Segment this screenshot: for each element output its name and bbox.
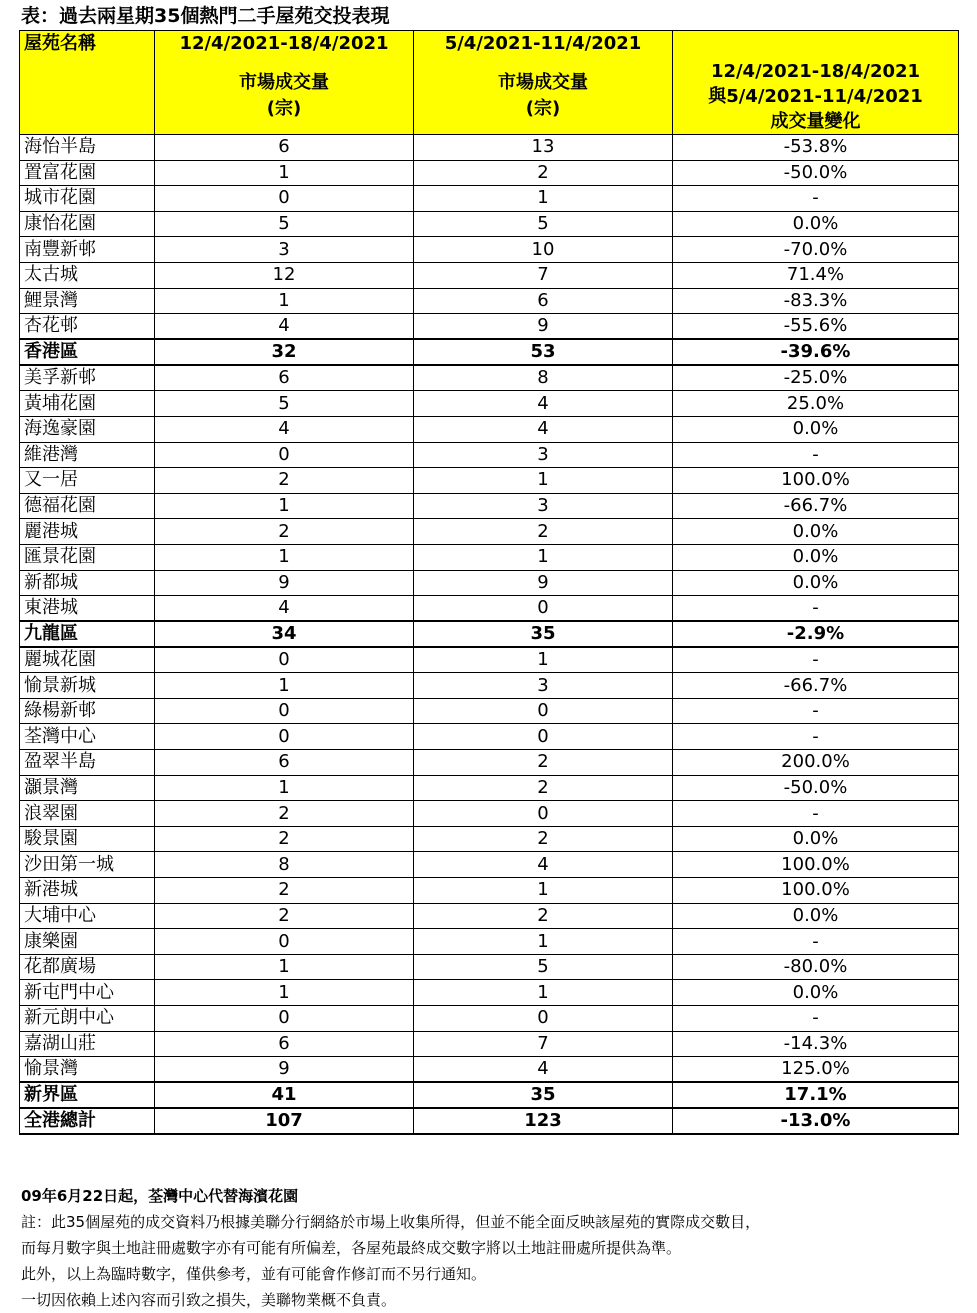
header-change-line3: 成交量變化 bbox=[770, 111, 861, 132]
period-1-volume-cell: 1 bbox=[155, 160, 414, 186]
note-line-4: 一切因依賴上述內容而引致之損失，美聯物業概不負責。 bbox=[21, 1291, 397, 1309]
estate-name-cell: 綠楊新邨 bbox=[20, 698, 155, 724]
period-2-volume-cell: 2 bbox=[414, 775, 673, 801]
period-1-volume-cell: 1 bbox=[155, 544, 414, 570]
table-row bbox=[20, 1031, 959, 1057]
estate-name-cell: 灝景灣 bbox=[20, 775, 155, 801]
period-2-volume-cell: 2 bbox=[414, 903, 673, 929]
table-row bbox=[20, 954, 959, 980]
change-cell: 71.4% bbox=[673, 262, 959, 288]
period-2-volume-cell: 1 bbox=[414, 186, 673, 212]
header-period-1-unit: (宗) bbox=[266, 98, 302, 119]
period-2-volume-cell: 4 bbox=[414, 1057, 673, 1083]
period-2-volume-cell: 6 bbox=[414, 288, 673, 314]
table-row bbox=[20, 262, 959, 288]
table-row bbox=[20, 570, 959, 596]
table-row bbox=[20, 493, 959, 519]
change-cell: 0.0% bbox=[673, 416, 959, 442]
estate-name-cell: 新元朗中心 bbox=[20, 1006, 155, 1032]
change-cell: -66.7% bbox=[673, 493, 959, 519]
estate-name-cell: 康樂園 bbox=[20, 929, 155, 955]
subtotal-row bbox=[20, 621, 959, 647]
change-cell: 100.0% bbox=[673, 878, 959, 904]
change-cell: - bbox=[673, 442, 959, 468]
table-row bbox=[20, 775, 959, 801]
change-cell: - bbox=[673, 698, 959, 724]
change-cell: - bbox=[673, 724, 959, 750]
table-row bbox=[20, 698, 959, 724]
period-1-volume-cell: 4 bbox=[155, 596, 414, 622]
change-cell: 100.0% bbox=[673, 468, 959, 494]
period-2-volume-cell: 53 bbox=[414, 339, 673, 365]
estate-name-cell: 麗港城 bbox=[20, 519, 155, 545]
table-row bbox=[20, 365, 959, 391]
period-1-volume-cell: 2 bbox=[155, 801, 414, 827]
period-1-volume-cell: 0 bbox=[155, 929, 414, 955]
estate-name-cell: 置富花園 bbox=[20, 160, 155, 186]
change-cell: 0.0% bbox=[673, 211, 959, 237]
table-row bbox=[20, 1006, 959, 1032]
period-2-volume-cell: 7 bbox=[414, 1031, 673, 1057]
header-change-line1: 12/4/2021-18/4/2021 bbox=[710, 61, 921, 82]
period-2-volume-cell: 123 bbox=[414, 1108, 673, 1134]
header-period-2-volume: 市場成交量 bbox=[498, 72, 588, 93]
change-cell: 125.0% bbox=[673, 1057, 959, 1083]
table-body bbox=[20, 135, 959, 1135]
estate-name-cell: 城市花園 bbox=[20, 186, 155, 212]
change-cell: - bbox=[673, 647, 959, 673]
period-2-volume-cell: 1 bbox=[414, 980, 673, 1006]
period-2-volume-cell: 0 bbox=[414, 596, 673, 622]
period-1-volume-cell: 0 bbox=[155, 1006, 414, 1032]
table-row bbox=[20, 801, 959, 827]
period-2-volume-cell: 2 bbox=[414, 519, 673, 545]
note-line-3: 此外，以上為臨時數字，僅供參考，並有可能會作修訂而不另行通知。 bbox=[21, 1265, 487, 1283]
estate-name-cell: 愉景新城 bbox=[20, 673, 155, 699]
table-row bbox=[20, 929, 959, 955]
note-line-1: 註：此35個屋苑的成交資料乃根據美聯分行網絡於市場上收集所得，但並不能全面反映該屋苑的實際成交數目， bbox=[21, 1213, 761, 1231]
estate-name-cell: 新屯門中心 bbox=[20, 980, 155, 1006]
change-cell: 25.0% bbox=[673, 391, 959, 417]
period-2-volume-cell: 1 bbox=[414, 878, 673, 904]
estate-name-cell: 全港總計 bbox=[20, 1108, 155, 1134]
change-cell: -14.3% bbox=[673, 1031, 959, 1057]
table-row bbox=[20, 160, 959, 186]
table-row bbox=[20, 519, 959, 545]
table-row bbox=[20, 673, 959, 699]
table-row bbox=[20, 416, 959, 442]
header-period-1 bbox=[155, 31, 414, 135]
header-period-2-dates: 5/4/2021-11/4/2021 bbox=[444, 33, 642, 54]
change-cell: -39.6% bbox=[673, 339, 959, 365]
period-1-volume-cell: 32 bbox=[155, 339, 414, 365]
change-cell: 17.1% bbox=[673, 1082, 959, 1108]
table-row bbox=[20, 852, 959, 878]
period-1-volume-cell: 3 bbox=[155, 237, 414, 263]
period-2-volume-cell: 0 bbox=[414, 1006, 673, 1032]
period-1-volume-cell: 5 bbox=[155, 391, 414, 417]
estate-name-cell: 又一居 bbox=[20, 468, 155, 494]
header-period-2 bbox=[414, 31, 673, 135]
estate-name-cell: 太古城 bbox=[20, 262, 155, 288]
table-row bbox=[20, 1057, 959, 1083]
estate-name-cell: 海怡半島 bbox=[20, 135, 155, 161]
estate-name-cell: 大埔中心 bbox=[20, 903, 155, 929]
header-estate-name: 屋苑名稱 bbox=[20, 31, 155, 135]
estate-name-cell: 荃灣中心 bbox=[20, 724, 155, 750]
estate-name-cell: 麗城花園 bbox=[20, 647, 155, 673]
change-cell: -2.9% bbox=[673, 621, 959, 647]
period-1-volume-cell: 9 bbox=[155, 1057, 414, 1083]
period-1-volume-cell: 1 bbox=[155, 493, 414, 519]
change-cell: -53.8% bbox=[673, 135, 959, 161]
table-row bbox=[20, 596, 959, 622]
change-cell: -83.3% bbox=[673, 288, 959, 314]
estate-name-cell: 維港灣 bbox=[20, 442, 155, 468]
period-1-volume-cell: 0 bbox=[155, 647, 414, 673]
estate-name-cell: 東港城 bbox=[20, 596, 155, 622]
period-1-volume-cell: 2 bbox=[155, 903, 414, 929]
period-1-volume-cell: 2 bbox=[155, 519, 414, 545]
estate-name-cell: 黃埔花園 bbox=[20, 391, 155, 417]
period-2-volume-cell: 9 bbox=[414, 570, 673, 596]
estate-name-cell: 香港區 bbox=[20, 339, 155, 365]
estate-name-cell: 匯景花園 bbox=[20, 544, 155, 570]
period-2-volume-cell: 1 bbox=[414, 647, 673, 673]
change-cell: - bbox=[673, 1006, 959, 1032]
change-cell: 100.0% bbox=[673, 852, 959, 878]
estate-name-cell: 美孚新邨 bbox=[20, 365, 155, 391]
change-cell: 0.0% bbox=[673, 980, 959, 1006]
header-change-line2: 與5/4/2021-11/4/2021 bbox=[708, 86, 923, 107]
estate-name-cell: 海逸豪園 bbox=[20, 416, 155, 442]
change-cell: -50.0% bbox=[673, 160, 959, 186]
estate-name-cell: 駿景園 bbox=[20, 826, 155, 852]
period-2-volume-cell: 2 bbox=[414, 750, 673, 776]
period-1-volume-cell: 6 bbox=[155, 365, 414, 391]
period-2-volume-cell: 35 bbox=[414, 621, 673, 647]
period-2-volume-cell: 8 bbox=[414, 365, 673, 391]
period-2-volume-cell: 4 bbox=[414, 416, 673, 442]
period-1-volume-cell: 0 bbox=[155, 186, 414, 212]
estate-name-cell: 新界區 bbox=[20, 1082, 155, 1108]
table-row bbox=[20, 544, 959, 570]
table-row bbox=[20, 135, 959, 161]
change-cell: -80.0% bbox=[673, 954, 959, 980]
change-cell: 0.0% bbox=[673, 544, 959, 570]
period-2-volume-cell: 35 bbox=[414, 1082, 673, 1108]
period-1-volume-cell: 8 bbox=[155, 852, 414, 878]
period-1-volume-cell: 1 bbox=[155, 288, 414, 314]
header-change bbox=[673, 31, 959, 135]
period-2-volume-cell: 10 bbox=[414, 237, 673, 263]
period-2-volume-cell: 0 bbox=[414, 698, 673, 724]
period-1-volume-cell: 4 bbox=[155, 416, 414, 442]
period-1-volume-cell: 0 bbox=[155, 442, 414, 468]
table-row bbox=[20, 468, 959, 494]
estate-name-cell: 浪翠園 bbox=[20, 801, 155, 827]
period-1-volume-cell: 107 bbox=[155, 1108, 414, 1134]
period-1-volume-cell: 6 bbox=[155, 135, 414, 161]
note-line-2: 而每月數字與土地註冊處數字亦有可能有所偏差，各屋苑最終成交數字將以土地註冊處所提供為準。 bbox=[21, 1239, 682, 1257]
page-title: 表：過去兩星期35個熱門二手屋苑交投表現 bbox=[21, 5, 390, 27]
period-1-volume-cell: 34 bbox=[155, 621, 414, 647]
estate-name-cell: 杏花邨 bbox=[20, 314, 155, 340]
change-cell: - bbox=[673, 186, 959, 212]
period-2-volume-cell: 2 bbox=[414, 160, 673, 186]
table-row bbox=[20, 980, 959, 1006]
period-1-volume-cell: 0 bbox=[155, 724, 414, 750]
estate-name-cell: 德福花園 bbox=[20, 493, 155, 519]
period-1-volume-cell: 0 bbox=[155, 698, 414, 724]
estate-name-cell: 盈翠半島 bbox=[20, 750, 155, 776]
estate-name-cell: 南豐新邨 bbox=[20, 237, 155, 263]
change-cell: -70.0% bbox=[673, 237, 959, 263]
change-cell: 0.0% bbox=[673, 826, 959, 852]
total-row bbox=[20, 1108, 959, 1134]
change-cell: 0.0% bbox=[673, 903, 959, 929]
period-1-volume-cell: 1 bbox=[155, 775, 414, 801]
subtotal-row bbox=[20, 339, 959, 365]
period-2-volume-cell: 0 bbox=[414, 724, 673, 750]
change-cell: - bbox=[673, 801, 959, 827]
table-row bbox=[20, 288, 959, 314]
table-row bbox=[20, 391, 959, 417]
estate-name-cell: 嘉湖山莊 bbox=[20, 1031, 155, 1057]
transaction-table bbox=[19, 30, 959, 1135]
period-2-volume-cell: 7 bbox=[414, 262, 673, 288]
period-1-volume-cell: 1 bbox=[155, 954, 414, 980]
period-1-volume-cell: 2 bbox=[155, 878, 414, 904]
period-2-volume-cell: 3 bbox=[414, 493, 673, 519]
table-row bbox=[20, 878, 959, 904]
table-row bbox=[20, 750, 959, 776]
period-2-volume-cell: 1 bbox=[414, 544, 673, 570]
change-cell: -25.0% bbox=[673, 365, 959, 391]
estate-name-cell: 愉景灣 bbox=[20, 1057, 155, 1083]
change-cell: 0.0% bbox=[673, 570, 959, 596]
table-row bbox=[20, 647, 959, 673]
period-2-volume-cell: 5 bbox=[414, 211, 673, 237]
period-1-volume-cell: 1 bbox=[155, 980, 414, 1006]
period-1-volume-cell: 6 bbox=[155, 750, 414, 776]
estate-name-cell: 花都廣場 bbox=[20, 954, 155, 980]
period-2-volume-cell: 4 bbox=[414, 391, 673, 417]
table-row bbox=[20, 237, 959, 263]
period-1-volume-cell: 41 bbox=[155, 1082, 414, 1108]
period-1-volume-cell: 9 bbox=[155, 570, 414, 596]
change-cell: - bbox=[673, 596, 959, 622]
period-1-volume-cell: 2 bbox=[155, 468, 414, 494]
subtotal-row bbox=[20, 1082, 959, 1108]
note-replacement: 09年6月22日起，荃灣中心代替海濱花園 bbox=[21, 1187, 299, 1205]
table-row bbox=[20, 314, 959, 340]
change-cell: -50.0% bbox=[673, 775, 959, 801]
estate-name-cell: 九龍區 bbox=[20, 621, 155, 647]
period-1-volume-cell: 6 bbox=[155, 1031, 414, 1057]
period-2-volume-cell: 1 bbox=[414, 929, 673, 955]
change-cell: 0.0% bbox=[673, 519, 959, 545]
period-2-volume-cell: 2 bbox=[414, 826, 673, 852]
period-1-volume-cell: 1 bbox=[155, 673, 414, 699]
period-2-volume-cell: 1 bbox=[414, 468, 673, 494]
period-2-volume-cell: 5 bbox=[414, 954, 673, 980]
table-header-row bbox=[20, 31, 959, 135]
header-period-1-dates: 12/4/2021-18/4/2021 bbox=[179, 33, 389, 54]
period-1-volume-cell: 4 bbox=[155, 314, 414, 340]
change-cell: -66.7% bbox=[673, 673, 959, 699]
period-2-volume-cell: 13 bbox=[414, 135, 673, 161]
estate-name-cell: 新港城 bbox=[20, 878, 155, 904]
table-row bbox=[20, 826, 959, 852]
change-cell: 200.0% bbox=[673, 750, 959, 776]
header-period-2-unit: (宗) bbox=[525, 98, 561, 119]
change-cell: -13.0% bbox=[673, 1108, 959, 1134]
footnotes bbox=[21, 1183, 961, 1313]
table-row bbox=[20, 903, 959, 929]
estate-name-cell: 沙田第一城 bbox=[20, 852, 155, 878]
period-1-volume-cell: 2 bbox=[155, 826, 414, 852]
estate-name-cell: 康怡花園 bbox=[20, 211, 155, 237]
header-period-1-volume: 市場成交量 bbox=[239, 72, 329, 93]
table-row bbox=[20, 442, 959, 468]
estate-name-cell: 鯉景灣 bbox=[20, 288, 155, 314]
period-1-volume-cell: 5 bbox=[155, 211, 414, 237]
table-row bbox=[20, 211, 959, 237]
estate-name-cell: 新都城 bbox=[20, 570, 155, 596]
period-2-volume-cell: 4 bbox=[414, 852, 673, 878]
change-cell: - bbox=[673, 929, 959, 955]
table-row bbox=[20, 186, 959, 212]
period-2-volume-cell: 3 bbox=[414, 673, 673, 699]
period-2-volume-cell: 0 bbox=[414, 801, 673, 827]
period-1-volume-cell: 12 bbox=[155, 262, 414, 288]
period-2-volume-cell: 3 bbox=[414, 442, 673, 468]
table-row bbox=[20, 724, 959, 750]
change-cell: -55.6% bbox=[673, 314, 959, 340]
period-2-volume-cell: 9 bbox=[414, 314, 673, 340]
